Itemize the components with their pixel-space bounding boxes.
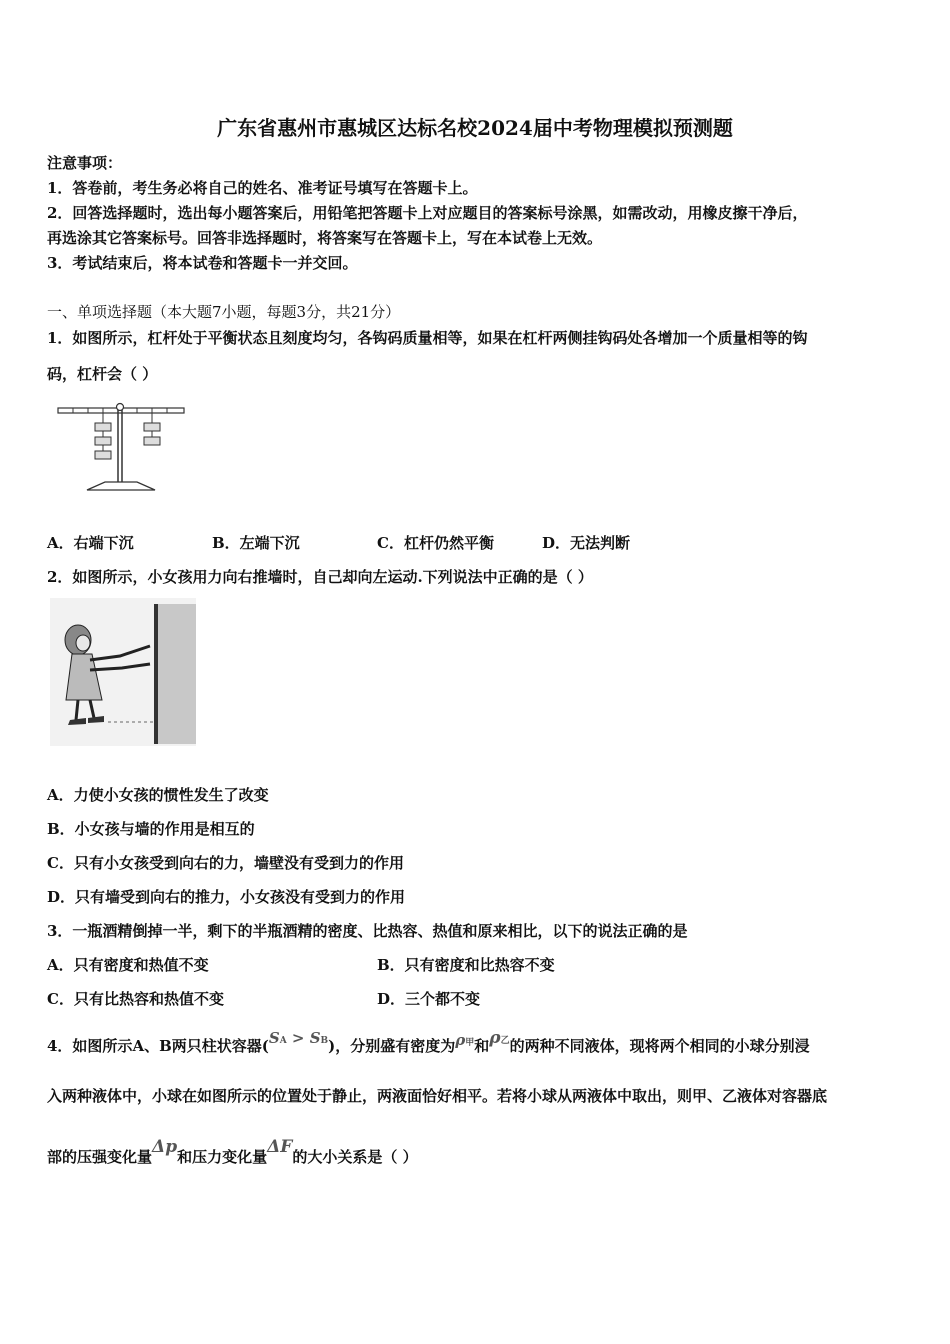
q1-option-a: A．右端下沉 (47, 534, 134, 552)
q4-s-a: S (268, 1029, 280, 1047)
q2-option-b: B．小女孩与墙的作用是相互的 (47, 820, 255, 838)
q2-option-c: C．只有小女孩受到向右的力，墙壁没有受到力的作用 (47, 854, 404, 872)
q4-stem-line1 (47, 1028, 810, 1059)
q1-option-b: B．左端下沉 (212, 534, 300, 552)
q2-stem: 2．如图所示，小女孩用力向右推墙时，自己却向左运动.下列说法中正确的是（ ） (47, 568, 593, 586)
q4-text-1: 4．如图所示A、B两只柱状容器( (47, 1037, 269, 1055)
q4-s-b: S (309, 1029, 321, 1047)
q4-text-5: 和压力变化量 (177, 1148, 268, 1166)
q3-stem: 3．一瓶酒精倒掉一半，剩下的半瓶酒精的密度、比热容、热值和原来相比，以下的说法正确的是 (47, 922, 688, 940)
q4-rho-1: ρ (455, 1031, 466, 1049)
q4-formula-sa-gt-sb (269, 1029, 328, 1047)
q4-delta-f: ΔF (267, 1137, 293, 1157)
q4-sub-b: B (320, 1036, 329, 1046)
girl-pushing-wall-figure (50, 598, 196, 746)
notice-item-3: 3．考试结束后，将本试卷和答题卡一并交回。 (47, 254, 358, 272)
q1-stem-line2: 码，杠杆会（ ） (47, 365, 158, 383)
q4-gt: > (286, 1029, 310, 1047)
q1-option-d: D．无法判断 (542, 534, 631, 552)
q4-delta-p: Δp (152, 1137, 178, 1157)
q4-stem-line3 (47, 1137, 418, 1167)
q1-option-c: C．杠杆仍然平衡 (377, 534, 494, 552)
q4-text-4: 部的压强变化量 (47, 1148, 153, 1166)
notice-item-1: 1．答卷前，考生务必将自己的姓名、准考证号填写在答题卡上。 (47, 179, 478, 197)
section-heading: 一、单项选择题（本大题7小题，每题3分，共21分） (47, 303, 401, 321)
q4-text-6: 的大小关系是（ ） (292, 1148, 418, 1166)
q4-stem-line2: 入两种液体中，小球在如图所示的位置处于静止，两液面恰好相平。若将小球从两液体中取出，则甲、乙液体对容器底 (47, 1087, 828, 1105)
q4-sub-jia: 甲 (465, 1038, 475, 1048)
q2-option-a: A．力使小女孩的惯性发生了改变 (47, 786, 269, 804)
q4-text-3: 的两种不同液体，现将两个相同的小球分别浸 (509, 1037, 810, 1055)
q4-rho-yi (489, 1028, 509, 1048)
q4-rho-2: ρ (489, 1028, 501, 1048)
q4-sub-a: A (279, 1036, 287, 1046)
q3-option-a: A．只有密度和热值不变 (47, 956, 209, 974)
notice-heading: 注意事项： (47, 154, 123, 172)
lever-figure (55, 398, 190, 496)
q4-and: 和 (474, 1037, 490, 1055)
q3-option-b: B．只有密度和比热容不变 (377, 956, 555, 974)
page-title: 广东省惠州市惠城区达标名校2024届中考物理模拟预测题 (217, 116, 733, 140)
q4-rho-jia (455, 1031, 474, 1049)
q2-option-d: D．只有墙受到向右的推力，小女孩没有受到力的作用 (47, 888, 406, 906)
q4-text-2: )，分别盛有密度为 (328, 1037, 456, 1055)
q3-option-d: D．三个都不变 (377, 990, 481, 1008)
q3-option-c: C．只有比热容和热值不变 (47, 990, 224, 1008)
notice-item-2: 2．回答选择题时，选出每小题答案后，用铅笔把答题卡上对应题目的答案标号涂黑，如需改动，用橡皮擦干净后， (47, 204, 808, 222)
q1-stem-line1: 1．如图所示，杠杆处于平衡状态且刻度均匀，各钩码质量相等，如果在杠杆两侧挂钩码处各增加一个质量相等的钩 (47, 329, 808, 347)
q4-sub-yi: 乙 (500, 1036, 510, 1046)
notice-item-2-cont: 再选涂其它答案标号。回答非选择题时，将答案写在答题卡上，写在本试卷上无效。 (47, 229, 603, 247)
